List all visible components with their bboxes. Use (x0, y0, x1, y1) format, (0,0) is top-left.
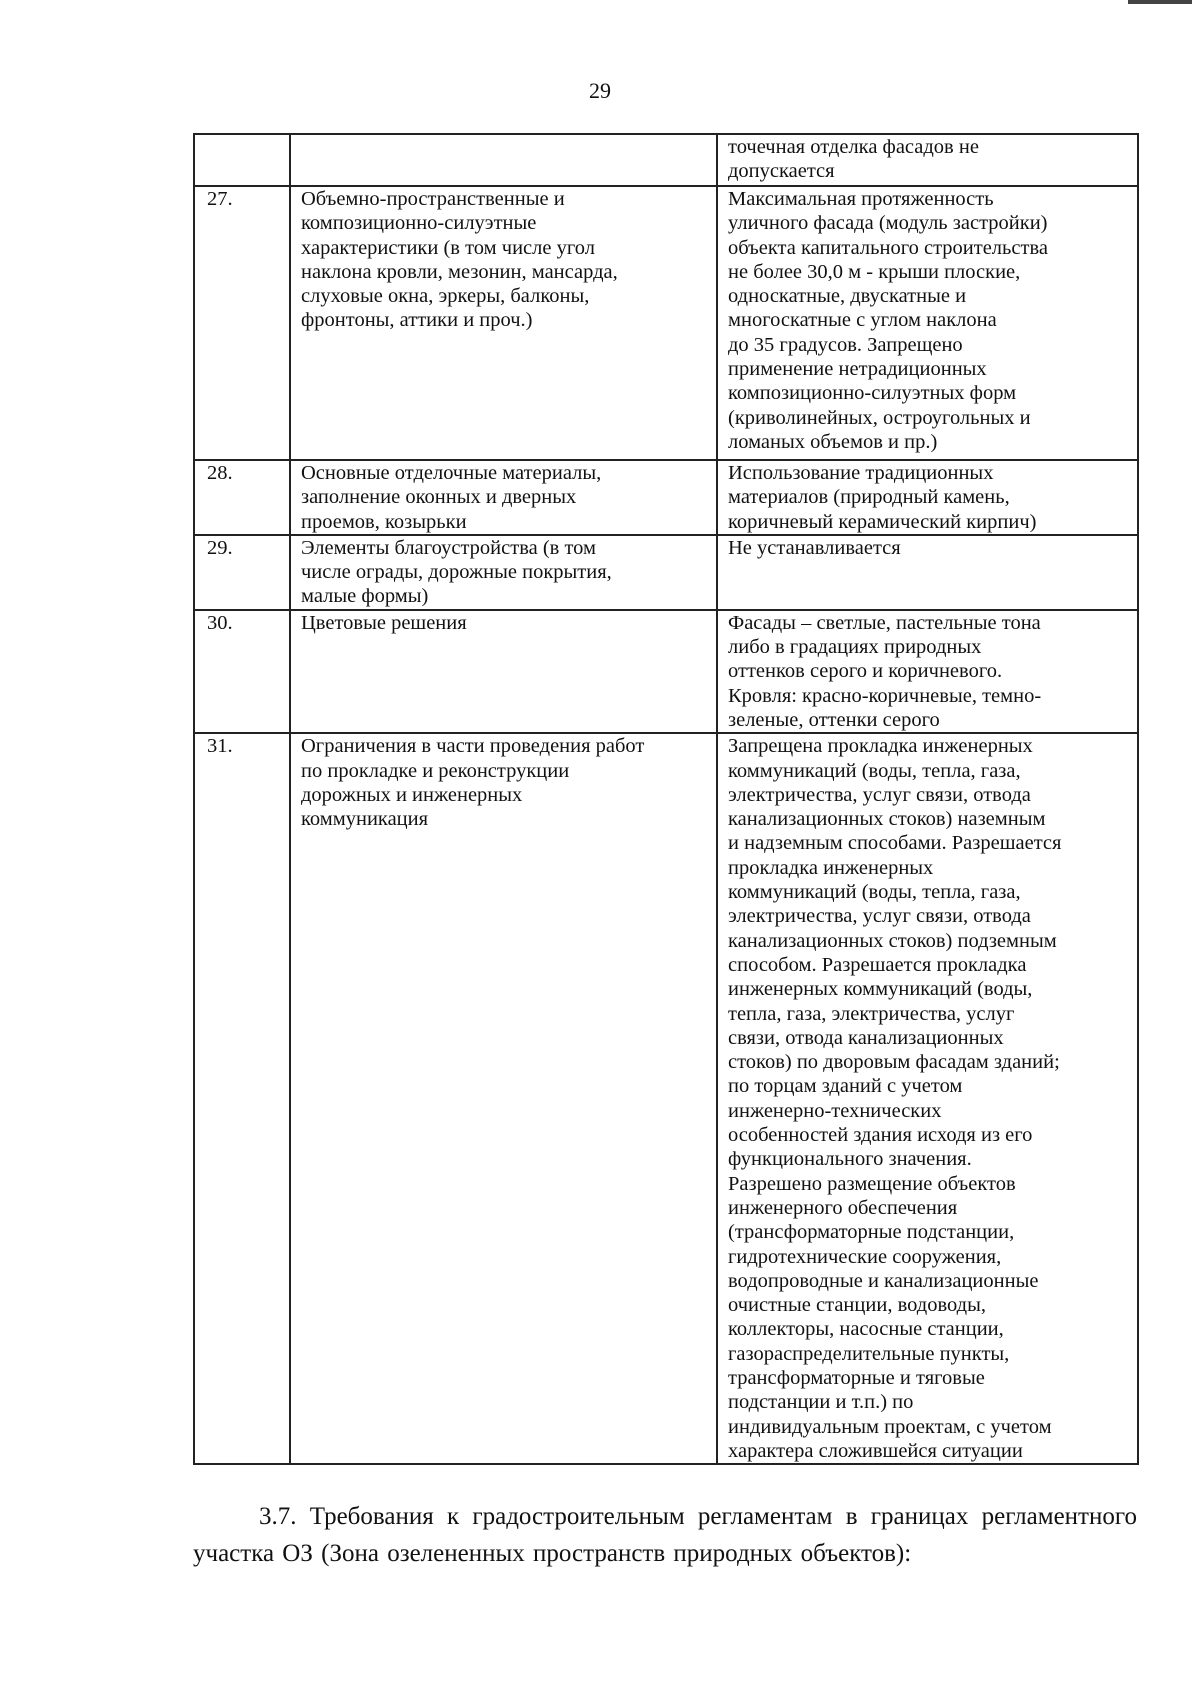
table-row (194, 134, 1138, 186)
row-characteristic: Ограничения в части проведения работ по прокладке и реконструкции дорожных и инженерных коммуникация (290, 733, 717, 1464)
row-requirement: точечная отделка фасадов не допускается (717, 134, 1138, 186)
regulations-table (193, 133, 1139, 1465)
row-requirement: Запрещена прокладка инженерных коммуникаций (воды, тепла, газа, электричества, услуг связи, отвода канализационных стоков) наземным и надземным способами. Разрешается прокладка инженерных коммуникаций (воды, тепла, газа, электричества, услуг связи, отвода канализационных стоков) подземным способом. Разрешается прокладка инженерных коммуникаций (воды, тепла, газа, электричества, услуг связи, отвода канализационных стоков) по дворовым фасадам зданий; по торцам зданий с учетом инженерно-технических особенностей здания исходя из его функционального значения. Разрешено размещение объектов инженерного обеспечения (трансформаторные подстанции, гидротехнические сооружения, водопроводные и канализационные очистные станции, водоводы, коллекторы, насосные станции, газораспределительные пункты, трансформаторные и тяговые подстанции и т.п.) по индивидуальным проектам, с учетом характера сложившейся ситуации (717, 733, 1138, 1464)
table-row (194, 186, 1138, 460)
row-characteristic: Цветовые решения (290, 610, 717, 733)
row-number (194, 134, 290, 186)
table-row (194, 733, 1138, 1464)
table-row (194, 460, 1138, 535)
section-paragraph: 3.7. Требования к градостроительным регламентам в границах регламентного участка ОЗ (Зона озелененных пространств природных объектов): (193, 1503, 1137, 1567)
row-characteristic: Объемно-пространственные и композиционно-силуэтные характеристики (в том числе угол наклона кровли, мезонин, мансарда, слуховые окна, эркеры, балконы, фронтоны, аттики и проч.) (290, 186, 717, 460)
scan-corner-mark (1128, 0, 1192, 4)
row-characteristic (290, 134, 717, 186)
row-requirement: Максимальная протяженность уличного фасада (модуль застройки) объекта капитального строительства не более 30,0 м - крыши плоские, односкатные, двускатные и многоскатные с углом наклона до 35 градусов. Запрещено применение нетрадиционных композиционно-силуэтных форм (криволинейных, остроугольных и ломаных объемов и пр.) (717, 186, 1138, 460)
table-row (194, 535, 1138, 610)
row-requirement: Использование традиционных материалов (природный камень, коричневый керамический кирпич) (717, 460, 1138, 535)
row-requirement: Фасады – светлые, пастельные тона либо в градациях природных оттенков серого и коричневого. Кровля: красно-коричневые, темно- зеленые, оттенки серого (717, 610, 1138, 733)
row-characteristic: Основные отделочные материалы, заполнение оконных и дверных проемов, козырьки (290, 460, 717, 535)
row-number: 30. (194, 610, 290, 733)
row-number: 28. (194, 460, 290, 535)
row-number: 29. (194, 535, 290, 610)
row-number: 31. (194, 733, 290, 1464)
row-number: 27. (194, 186, 290, 460)
row-requirement: Не устанавливается (717, 535, 1138, 610)
row-characteristic: Элементы благоустройства (в том числе ограды, дорожные покрытия, малые формы) (290, 535, 717, 610)
table-row (194, 610, 1138, 733)
page-number: 29 (589, 78, 611, 103)
